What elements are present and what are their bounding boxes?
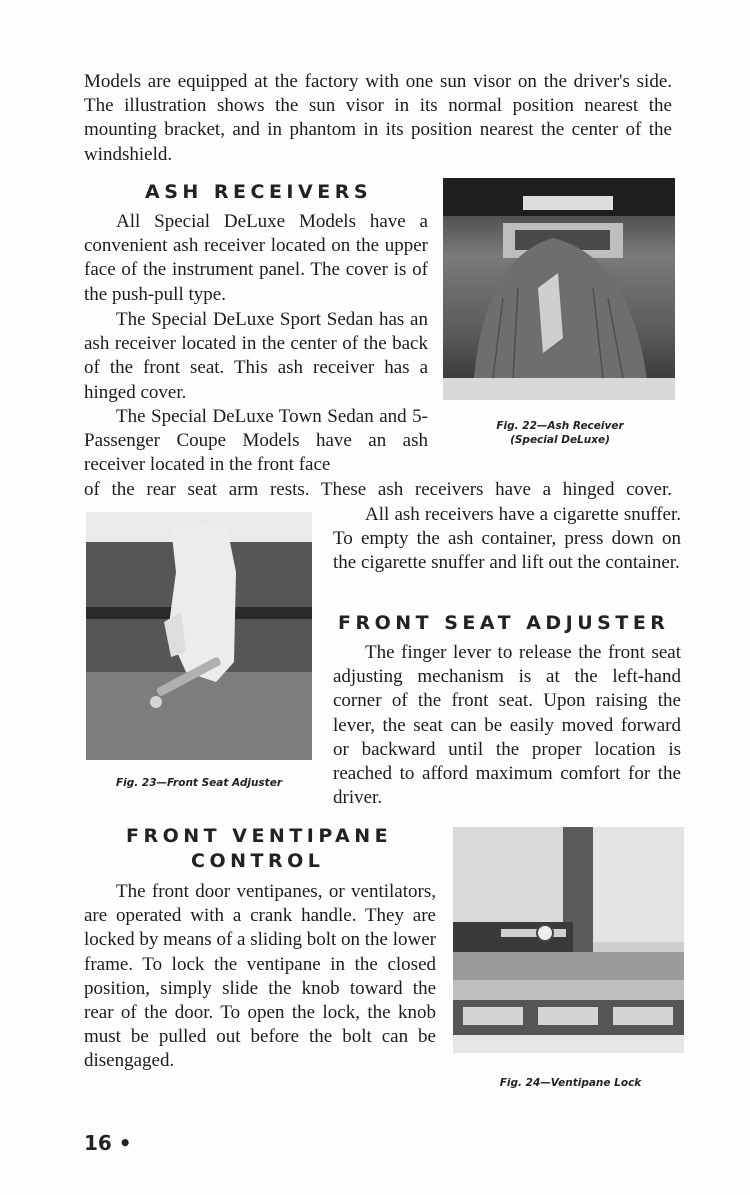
fig22-caption-line-2: (Special DeLuxe) [510, 434, 610, 446]
fig24-ventipane-lock-photo [453, 827, 684, 1053]
ash-paragraph-1: All Special DeLuxe Models have a convenient ash receiver located on the upper face of the instrument panel. The cover is of the push-pull type. [84, 211, 428, 305]
ash-paragraph-2: The Special DeLuxe Sport Sedan has an ash receiver located in the center of the back of the front seat. This ash receiver has a hinged cover. [84, 309, 428, 403]
front-seat-adjuster-heading: FRONT SEAT ADJUSTER [338, 612, 670, 634]
fig22-caption-line-1: Fig. 22—Ash Receiver [496, 420, 624, 432]
front-ventipane-heading-line-1: FRONT VENTIPANE [126, 825, 393, 847]
fig23-seat-adjuster-photo [86, 512, 312, 760]
page-number: 16 • [84, 1131, 132, 1155]
fig24-caption: Fig. 24—Ventipane Lock [499, 1077, 642, 1089]
fig22-ash-receiver-photo [443, 178, 675, 400]
ventipane-paragraph-1: The front door ventipanes, or ventilators, are operated with a crank handle. They are locked by means of a sliding bolt on the lower frame. To lock the ventipane in the closed position, simply slide the knob toward the rear of the door. To open the lock, the knob must be pulled out before the bolt can be disengaged. [84, 881, 436, 1072]
fig23-caption: Fig. 23—Front Seat Adjuster [115, 777, 282, 789]
ash-receivers-heading: ASH RECEIVERS [145, 181, 373, 203]
seat-paragraph-1: The finger lever to release the front seat adjusting mechanism is at the left-hand corner of the front seat. Upon raising the lever, the seat can be easily moved forward or backward until the proper location is reached to afford maximum comfort for the driver. [333, 642, 681, 809]
ash-paragraph-3-continued: of the rear seat arm rests. These ash receivers have a hinged cover. [84, 479, 672, 500]
intro-paragraph: Models are equipped at the factory with one sun visor on the driver's side. The illustration shows the sun visor in its normal position nearest the mounting bracket, and in phantom in its position nearest the center of the windshield. [84, 71, 672, 165]
ash-paragraph-3: The Special DeLuxe Town Sedan and 5-Passenger Coupe Models have an ash receiver located in the front face [84, 406, 428, 476]
front-ventipane-heading-line-2: CONTROL [191, 850, 325, 872]
ash-paragraph-4: All ash receivers have a cigarette snuffer. To empty the ash container, press down on the cigarette snuffer and lift out the container. [333, 504, 681, 574]
